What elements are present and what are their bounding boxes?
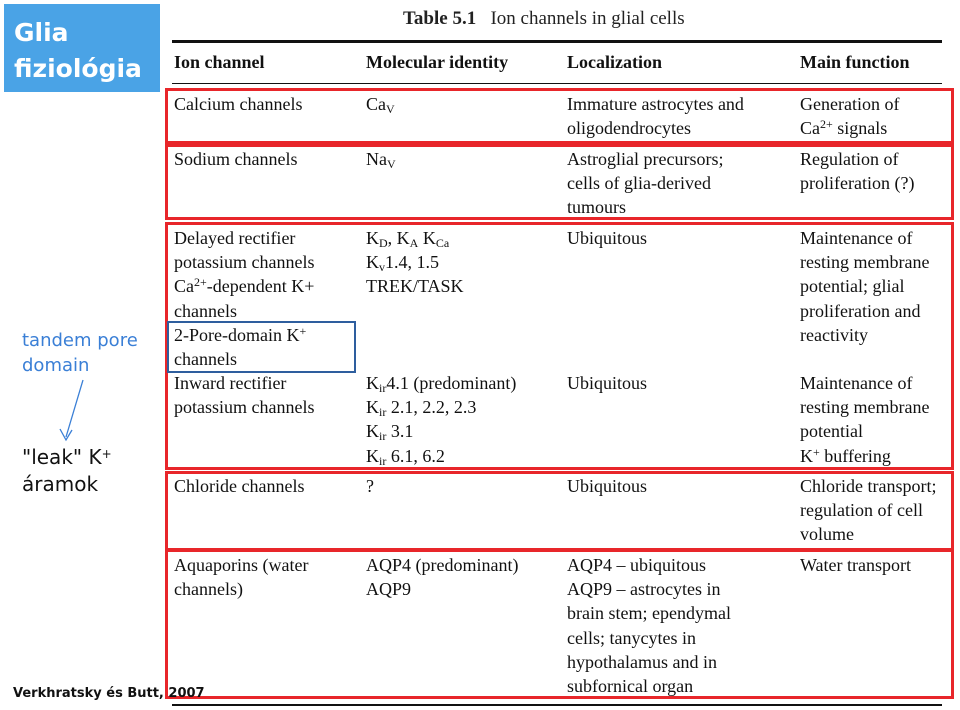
row-inward-channel: Inward rectifier potassium channels bbox=[174, 373, 315, 418]
slide-title-box bbox=[4, 4, 160, 92]
table-caption bbox=[403, 8, 685, 30]
row-potassium-molecular: $K_D$, $K_A$ $K_{Ca}$ $K_v1.4$, 1.5 TREK/TASK bbox=[366, 228, 464, 297]
header-molecular-identity: Molecular identity bbox=[366, 52, 509, 72]
table-top-rule bbox=[172, 40, 942, 43]
row-potassium-channel: Delayed rectifier potassium channels $Ca^{2+}$-dependent K+ channels 2-Pore-domain K+ channels bbox=[174, 228, 315, 370]
row-inward-localization: Ubiquitous bbox=[567, 373, 648, 393]
slide-title-line2: fiziológia bbox=[14, 54, 142, 83]
row-sodium-channel: Sodium channels bbox=[174, 149, 298, 169]
arrow-head bbox=[60, 429, 72, 440]
annotation-tandem-pore: tandem pore domain bbox=[22, 330, 138, 376]
row-calcium-localization: Immature astrocytes and oligodendrocytes bbox=[567, 94, 744, 139]
row-calcium-function: Generation of $Ca^{2+}$ signals bbox=[800, 94, 900, 139]
row-sodium-molecular: $Na_V$ bbox=[366, 149, 396, 171]
row-aquaporin-localization: AQP4 – ubiquitous AQP9 – astrocytes in brain stem; ependymal cells; tanycytes in hypothalamus and in subfornical organ bbox=[567, 555, 731, 697]
row-sodium-localization: Astroglial precursors; cells of glia-derived tumours bbox=[567, 149, 724, 218]
row-calcium-channel: Calcium channels bbox=[174, 94, 303, 114]
slide-title-line1: Glia bbox=[14, 18, 69, 47]
row-chloride-channel: Chloride channels bbox=[174, 476, 305, 496]
header-main-function: Main function bbox=[800, 52, 910, 72]
row-chloride-molecular: ? bbox=[366, 476, 374, 496]
row-chloride-localization: Ubiquitous bbox=[567, 476, 648, 496]
row-inward-function: Maintenance of resting membrane potential K+ buffering bbox=[800, 373, 930, 466]
highlight-box-2pore bbox=[167, 321, 356, 373]
row-potassium-function: Maintenance of resting membrane potential; glial proliferation and reactivity bbox=[800, 228, 930, 345]
table-number: Table 5.1 bbox=[403, 8, 477, 29]
highlight-box-sodium bbox=[165, 144, 954, 220]
row-aquaporin-channel: Aquaporins (water channels) bbox=[174, 555, 309, 600]
row-aquaporin-function: Water transport bbox=[800, 555, 912, 575]
row-sodium-function: Regulation of proliferation (?) bbox=[800, 149, 915, 194]
row-potassium-localization: Ubiquitous bbox=[567, 228, 648, 248]
highlight-box-chloride bbox=[165, 471, 954, 551]
table-caption-text: Ion channels in glial cells bbox=[490, 8, 685, 29]
row-aquaporin-molecular: AQP4 (predominant) AQP9 bbox=[366, 555, 519, 600]
arrow-line bbox=[66, 380, 83, 437]
table-bottom-rule bbox=[172, 704, 942, 706]
highlight-box-calcium bbox=[165, 88, 954, 144]
row-calcium-molecular: $Ca_V$ bbox=[366, 94, 395, 116]
row-chloride-function: Chloride transport; regulation of cell volume bbox=[800, 476, 937, 545]
highlight-box-aquaporin bbox=[165, 549, 954, 699]
annotation-leak-currents: "leak" K+ áramok bbox=[22, 445, 112, 496]
row-inward-molecular: $K_{ir}4.1$ (predominant) $K_{ir}$ 2.1, 2.2, 2.3 $K_{ir}$ 3.1 $K_{ir}$ 6.1, 6.2 bbox=[366, 373, 517, 468]
header-ion-channel: Ion channel bbox=[174, 52, 265, 72]
table-header-rule bbox=[172, 83, 942, 84]
source-citation: Verkhratsky és Butt, 2007 bbox=[13, 686, 205, 701]
header-localization: Localization bbox=[567, 52, 662, 72]
